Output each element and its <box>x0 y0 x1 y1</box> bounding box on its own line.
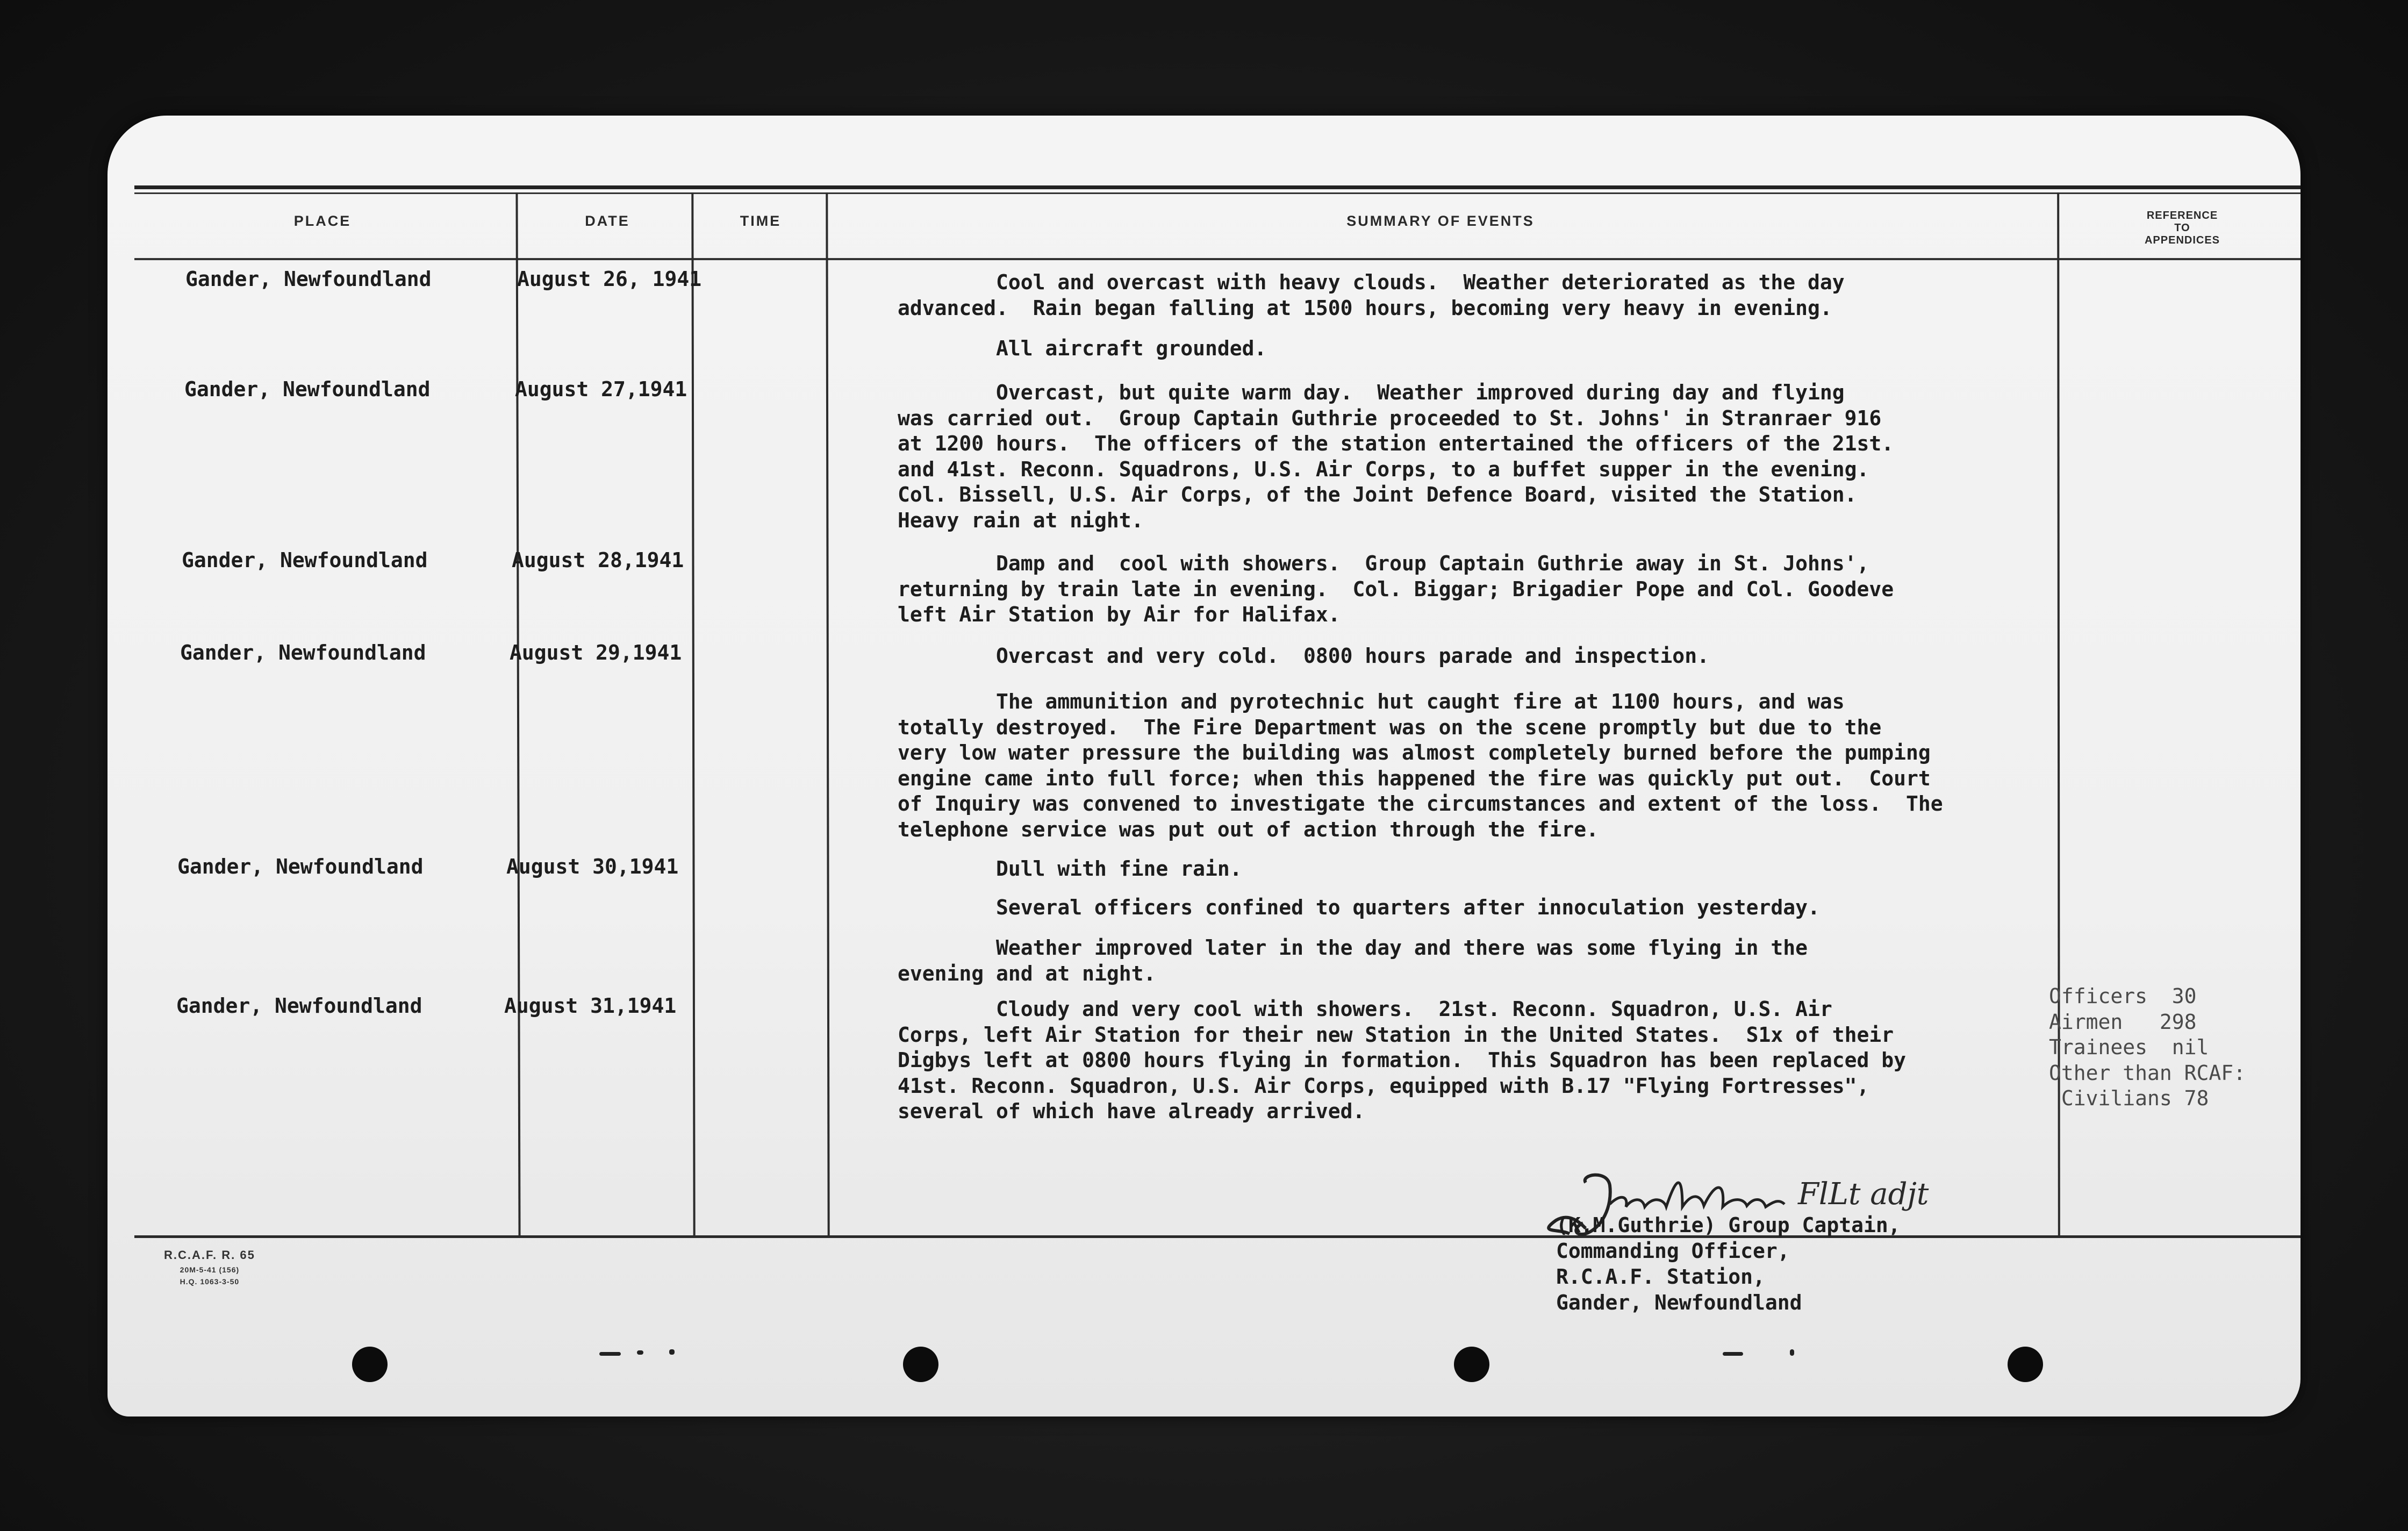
signature-line: Gander, Newfoundland <box>1556 1291 1802 1314</box>
entry-place: Gander, Newfoundland <box>185 267 432 291</box>
handwritten-rank: FlLt adjt <box>1798 1177 1929 1212</box>
binder-hole <box>352 1347 388 1382</box>
binder-hole <box>903 1347 938 1382</box>
entry-place: Gander, Newfoundland <box>176 994 422 1018</box>
top-border-rule <box>134 185 2300 189</box>
entry-place: Gander, Newfoundland <box>184 377 431 401</box>
entry-date: August 29,1941 <box>510 641 682 664</box>
summary-paragraph: Overcast, but quite warm day. Weather improved during day and flying was carried out. Group Captain Guthrie proceeded to St. Johns' in Stranraer 916 at 1200 hours. The officers of the station entertained the officers of the 21st. and 41st. Reconn. Squadrons, U.S. Air Corps, to a buffet supper in the evening. Col. Bissell, U.S. Air Corps, of the Joint Defence Board, visited the Station. Heavy rain at night. <box>898 381 1894 532</box>
summary-paragraph: Overcast and very cold. 0800 hours parade and inspection. <box>898 644 1709 668</box>
form-number <box>164 1248 255 1286</box>
header-reference-line2: TO <box>2174 222 2190 234</box>
signature-line: R.C.A.F. Station, <box>1556 1265 1765 1289</box>
summary-paragraph: Cloudy and very cool with showers. 21st. Reconn. Squadron, U.S. Air Corps, left Air Station for their new Station in the United States. S1x of their Digbys left at 0800 hours flying in formation. This Squadron has been replaced by 41st. Reconn. Squadron, U.S. Air Corps, equipped with B.17 "Flying Fortresses", several of which have already arrived. <box>898 997 1906 1123</box>
binder-hole <box>2008 1347 2043 1382</box>
header-place: PLACE <box>293 213 352 229</box>
entry-date: August 30,1941 <box>506 855 679 878</box>
signature-line: (K.M.Guthrie) Group Captain, <box>1556 1213 1901 1237</box>
film-smudge <box>1790 1349 1794 1356</box>
reference-strength-notes: Officers 30 Airmen 298 Trainees nil Other than RCAF: Civilians 78 <box>2049 984 2246 1110</box>
summary-paragraph: Cool and overcast with heavy clouds. Weather deteriorated as the day advanced. Rain began falling at 1500 hours, becoming very heavy in evening. <box>898 270 1845 320</box>
entry-date: August 28,1941 <box>512 548 684 572</box>
entry-date: August 27,1941 <box>515 377 687 401</box>
entry-date: August 31,1941 <box>504 994 677 1018</box>
signature-block <box>1556 1212 1901 1315</box>
form-number-line1: R.C.A.F. R. 65 <box>164 1248 255 1262</box>
summary-paragraph: Several officers confined to quarters after innoculation yesterday. <box>898 896 1820 919</box>
header-summary: SUMMARY OF EVENTS <box>1346 213 1535 229</box>
entry-date: August 26, 1941 <box>517 267 702 291</box>
header-date: DATE <box>585 213 630 229</box>
header-reference <box>2064 210 2300 247</box>
film-smudge <box>599 1352 621 1356</box>
header-reference-line3: APPENDICES <box>2144 234 2220 246</box>
summary-paragraph: The ammunition and pyrotechnic hut caught fire at 1100 hours, and was totally destroyed. The Fire Department was on the scene promptly but due to the very low water pressure the building was almost completely burned before the pumping engine came into full force; when this happened the fire was quickly put out. Court of Inquiry was convened to investigate the circumstances and extent of the loss. The telephone service was put out of action through the fire. <box>898 690 1943 841</box>
summary-paragraph: Dull with fine rain. <box>898 857 1242 881</box>
form-number-line2: 20M-5-41 (156) <box>180 1265 240 1274</box>
film-smudge <box>637 1350 643 1355</box>
film-smudge <box>669 1349 675 1355</box>
entry-place: Gander, Newfoundland <box>177 855 424 878</box>
binder-hole <box>1454 1347 1489 1382</box>
entry-place: Gander, Newfoundland <box>180 641 426 664</box>
entry-place: Gander, Newfoundland <box>182 548 428 572</box>
film-smudge <box>1723 1352 1743 1356</box>
summary-paragraph: Weather improved later in the day and there was some flying in the evening and at night. <box>898 936 1808 985</box>
summary-paragraph: All aircraft grounded. <box>898 337 1267 360</box>
top-border-rule-inner <box>134 192 2300 194</box>
signature-line: Commanding Officer, <box>1556 1239 1790 1263</box>
header-reference-line1: REFERENCE <box>2146 210 2218 221</box>
header-divider <box>134 258 2300 260</box>
summary-paragraph: Damp and cool with showers. Group Captain Guthrie away in St. Johns', returning by train late in evening. Col. Biggar; Brigadier Pope and Col. Goodeve left Air Station by Air for Halifax. <box>898 552 1894 626</box>
form-number-line3: H.Q. 1063-3-50 <box>180 1277 240 1286</box>
header-time: TIME <box>740 213 782 229</box>
